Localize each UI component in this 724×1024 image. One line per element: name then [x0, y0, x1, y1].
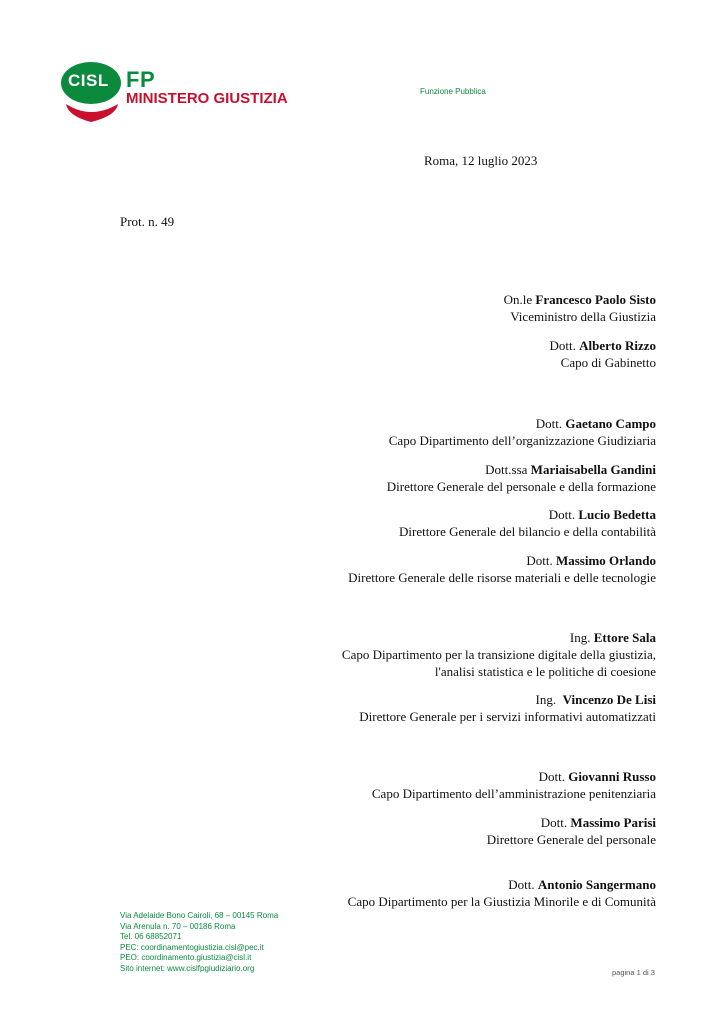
- recipient-title: Dott.: [548, 507, 576, 522]
- logo-fp-text: FP: [126, 67, 156, 92]
- recipient-name: Massimo Parisi: [570, 815, 656, 830]
- recipient-title: Dott.: [540, 815, 568, 830]
- footer-pec: PEC: coordinamentogiustizia.cisl@pec.it: [120, 942, 264, 952]
- recipient-name-line: [372, 768, 656, 785]
- contact-footer: [120, 911, 278, 974]
- recipient-role: Direttore Generale del personale: [486, 832, 656, 847]
- recipient-block: [487, 814, 656, 848]
- recipient-title: Ing.: [535, 692, 560, 707]
- recipient-name: Vincenzo De Lisi: [562, 692, 656, 707]
- recipient-role: Capo Dipartimento dell’amministrazione penitenziaria: [371, 786, 656, 801]
- recipient-title: Dott.: [538, 769, 565, 784]
- footer-address: Via Arenula n. 70 – 00186 Roma: [120, 921, 236, 931]
- recipient-name-line: [359, 691, 656, 708]
- recipient-name-line: [348, 876, 656, 893]
- recipient-title: Dott.: [549, 338, 576, 353]
- recipients-list: [56, 0, 656, 1024]
- protocol-number: Prot. n. 49: [120, 214, 175, 229]
- recipient-name-line: [399, 506, 656, 523]
- recipient-name: Alberto Rizzo: [579, 338, 656, 353]
- recipient-role: Capo Dipartimento dell’organizzazione Giudiziaria: [388, 433, 656, 448]
- recipient-name-line: [487, 814, 656, 831]
- recipient-block: [348, 876, 656, 910]
- funzione-pubblica-label: Funzione Pubblica: [420, 87, 486, 96]
- recipient-name-line: [389, 415, 656, 432]
- recipient-name: Ettore Sala: [593, 630, 656, 645]
- recipient-name: Mariaisabella Gandini: [530, 462, 656, 477]
- recipient-role: Capo di Gabinetto: [560, 355, 656, 370]
- recipient-name-line: [342, 629, 656, 646]
- recipient-role: Direttore Generale del bilancio e della contabilità: [399, 524, 656, 539]
- recipient-title: Dott.: [526, 553, 553, 568]
- logo-ministero-text: MINISTERO GIUSTIZIA: [126, 90, 288, 107]
- recipient-role: Direttore Generale delle risorse materiali e delle tecnologie: [348, 570, 656, 585]
- page-number: pagina 1 di 3: [612, 968, 655, 977]
- recipient-title: Dott.ssa: [485, 462, 528, 477]
- recipient-name-line: [549, 337, 656, 354]
- recipient-name: Lucio Bedetta: [578, 507, 656, 522]
- recipient-name-line: [348, 552, 656, 569]
- recipient-role: l'analisi statistica e le politiche di coesione: [434, 664, 656, 679]
- footer-phone: Tel. 06 68852071: [120, 932, 182, 941]
- recipient-block: [389, 415, 656, 449]
- footer-website: Sito internet: www.cislfpgiudiziario.org: [120, 963, 255, 973]
- recipient-block: [372, 768, 656, 802]
- recipient-name: Antonio Sangermano: [537, 877, 656, 892]
- recipient-block: [504, 291, 656, 325]
- logo-cisl-text: CISL: [68, 71, 109, 90]
- footer-peo: PEO: coordinamento.giustizia@cisl.it: [120, 953, 252, 962]
- recipient-block: [549, 337, 656, 371]
- recipient-block: [359, 691, 656, 725]
- letter-date: Roma, 12 luglio 2023: [424, 153, 538, 168]
- recipient-name-line: [387, 461, 656, 478]
- recipient-title: Ing.: [569, 630, 591, 645]
- recipient-title: Dott.: [535, 416, 563, 431]
- recipient-role: Direttore Generale per i servizi informativi automatizzati: [359, 709, 656, 724]
- recipient-role: Capo Dipartimento per la transizione digitale della giustizia,: [341, 647, 656, 662]
- recipient-name: Giovanni Russo: [568, 769, 656, 784]
- recipient-block: [342, 629, 656, 680]
- recipient-role: Viceministro della Giustizia: [510, 309, 656, 324]
- recipient-title: Dott.: [508, 877, 535, 892]
- recipient-block: [399, 506, 656, 540]
- recipient-name-line: [504, 291, 656, 308]
- recipient-block: [387, 461, 656, 495]
- recipient-role: Capo Dipartimento per la Giustizia Minorile e di Comunità: [347, 894, 656, 909]
- recipient-title: On.le: [503, 292, 533, 307]
- footer-address: Via Adelaide Bono Cairoli, 68 – 00145 Roma: [120, 911, 279, 920]
- recipient-role: Direttore Generale del personale e della formazione: [386, 479, 656, 494]
- recipient-name: Gaetano Campo: [565, 416, 656, 431]
- recipient-name: Massimo Orlando: [555, 553, 656, 568]
- recipient-block: [348, 552, 656, 586]
- recipient-name: Francesco Paolo Sisto: [535, 292, 656, 307]
